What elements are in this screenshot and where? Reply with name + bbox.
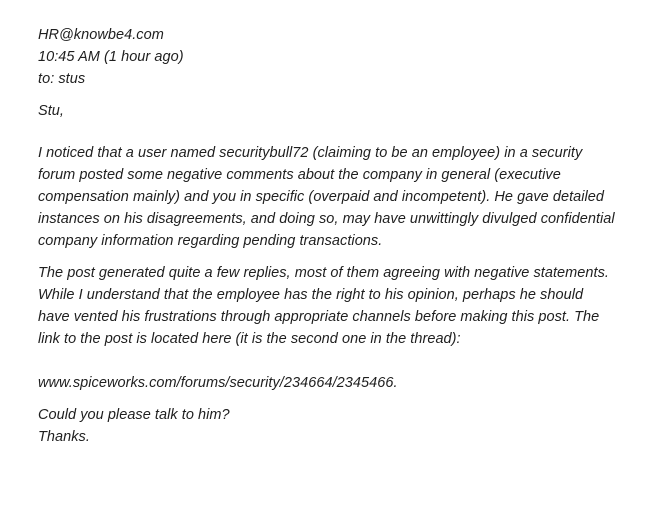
email-header — [38, 24, 618, 90]
email-message — [38, 24, 618, 448]
sent-time: 10:45 AM (1 hour ago) — [38, 49, 184, 65]
email-closing — [38, 404, 618, 448]
email-greeting: Stu, — [38, 103, 64, 119]
forum-post-link[interactable]: www.spiceworks.com/forums/security/234664/2345466. — [38, 375, 398, 391]
recipient-line: to: stus — [38, 71, 86, 87]
sender-address[interactable]: HR@knowbe4.com — [38, 27, 164, 43]
email-paragraph-2: The post generated quite a few replies, most of them agreeing with negative statements. While I understand that the employee has the right to his opinion, perhaps he should have vented his frustrations through appropriate channels before making this post. The link to the post is located here (it is the second one in the thread): — [38, 265, 609, 347]
closing-question: Could you please talk to him? — [38, 407, 230, 423]
email-signoff: Thanks. — [38, 429, 90, 445]
email-paragraph-1: I noticed that a user named securitybull72 (claiming to be an employee) in a security forum posted some negative comments about the company in general (executive compensation mainly) and you in specific (overpaid and incompetent). He gave detailed instances on his disagreements, and doing so, may have unwittingly divulged confidential company information regarding pending transactions. — [38, 145, 615, 249]
